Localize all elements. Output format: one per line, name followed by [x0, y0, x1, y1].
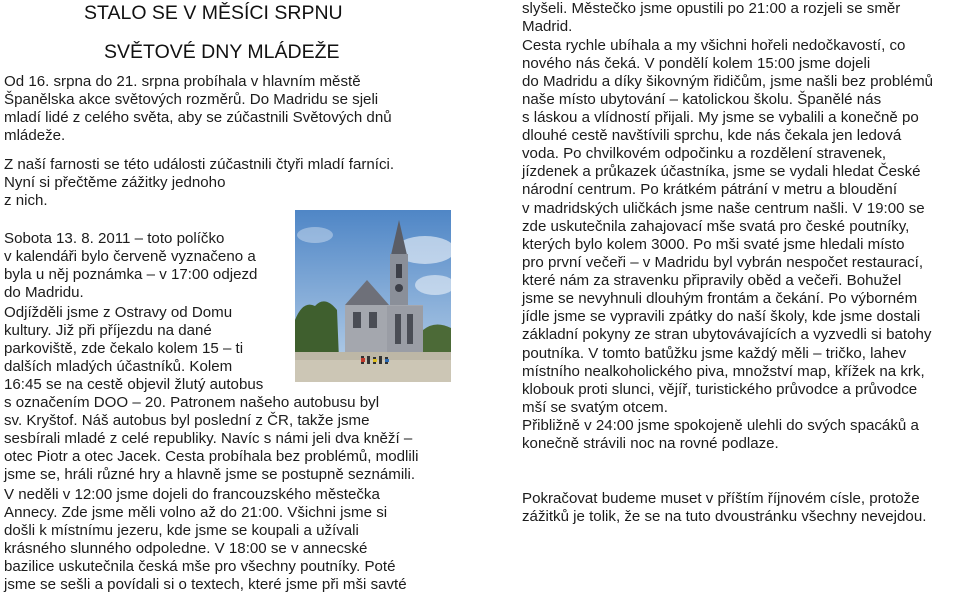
text-line: otec Piotr a otec Jacek. Cesta probíhala bez problémů, modlili	[4, 448, 419, 465]
text-line: místního nealkoholického piva, množství map, křížek na krk,	[522, 363, 925, 380]
text-line: kterých bylo kolem 3000. Po mši svaté jsme hledali místo	[522, 236, 905, 253]
text-line: Přibližně v 24:00 jsme spokojeně ulehli do svých spacáků a	[522, 417, 919, 434]
text-line: dalších mladých účastníků. Kolem	[4, 358, 233, 375]
text-line: zážitků je tolik, že se na tuto dvoustránku všechny nevejdou.	[522, 508, 927, 525]
text-line: mší se svatým otcem.	[522, 399, 668, 416]
church-photo	[295, 210, 451, 382]
text-line: voda. Po chvilkovém odpočinku a rozdělení stravenek,	[522, 145, 887, 162]
article-heading: SVĚTOVÉ DNY MLÁDEŽE	[104, 41, 340, 63]
text-line: nového nás čeká. V pondělí kolem 15:00 jsme dojeli	[522, 55, 871, 72]
text-line: poutníka. V tomto batůžku jsme každý měli – tričko, lahev	[522, 345, 907, 362]
text-line: byla u něj poznámka – v 17:00 odjezd	[4, 266, 258, 283]
text-line: Annecy. Zde jsme měli volno až do 21:00. Všichni jsme si	[4, 504, 388, 521]
text-line: mladí lidé z celého světa, aby se zúčastnili Světových dnů	[4, 109, 392, 126]
text-line: zde uskutečnila zahajovací mše svatá pro české poutníky,	[522, 218, 910, 235]
text-line: slyšeli. Městečko jsme opustili po 21:00 a rozjeli se směr	[522, 0, 901, 17]
text-line: jízdenek a průkazek účastníka, jsme se vydali hledat České	[522, 163, 921, 180]
text-line: krásného slunného odpoledne. V 18:00 se v annecské	[4, 540, 368, 557]
text-line: Nyní si přečtěme zážitky jednoho	[4, 174, 226, 191]
text-line: Od 16. srpna do 21. srpna probíhala v hlavním městě	[4, 73, 361, 90]
text-line: jsme se sešli a povídali si o textech, které jsme při mši savté	[4, 576, 407, 593]
text-line: Odjížděli jsme z Ostravy od Domu	[4, 304, 233, 321]
text-line: dlouhé cestě navštívili sprchu, kde nás čekala jen ledová	[522, 127, 902, 144]
text-line: s láskou a vlídností přijali. My jsme se vybalili a konečně po	[522, 109, 919, 126]
text-line: kultury. Již při příjezdu na dané	[4, 322, 212, 339]
text-line: 16:45 se na cestě objevil žlutý autobus	[4, 376, 264, 393]
text-line: mládeže.	[4, 127, 66, 144]
text-line: základní pokyny ze stran ubytovávajících a vyzvedli si batohy	[522, 326, 932, 343]
text-line: Španělska akce světových rozměrů. Do Madridu se sjeli	[4, 91, 379, 108]
text-line: v kalendáři bylo červeně vyznačeno a	[4, 248, 256, 265]
text-line: naše místo ubytování – katolickou školu. Španělé nás	[522, 91, 882, 108]
page-title: STALO SE V MĚSÍCI SRPNU	[84, 2, 343, 24]
text-line: z nich.	[4, 192, 48, 209]
text-line: parkoviště, zde čekalo kolem 15 – ti	[4, 340, 244, 357]
text-line: V neděli v 12:00 jsme dojeli do francouzského městečka	[4, 486, 380, 503]
text-line: Pokračovat budeme muset v příštím říjnovém císle, protože	[522, 490, 920, 507]
text-line: sv. Kryštof. Náš autobus byl poslední z ČR, takže jsme	[4, 412, 370, 429]
text-line: konečně strávili noc na rovné podlaze.	[522, 435, 779, 452]
text-line: pro první večeři – v Madridu byl vybrán nespočet restaurací,	[522, 254, 924, 271]
text-line: do Madridu a díky šikovným řidičům, jsme našli bez problémů	[522, 73, 934, 90]
text-line: Cesta rychle ubíhala a my všichni hořeli nedočkavostí, co	[522, 37, 906, 54]
text-line: jsme se, hráli různé hry a hlavně jsme se postupně seznámili.	[4, 466, 416, 483]
text-line: národní centrum. Po krátkém pátrání v metru a bloudění	[522, 181, 898, 198]
text-line: Madrid.	[522, 18, 573, 35]
text-line: které nám za stravenku připravily oběd a večeři. Bohužel	[522, 272, 902, 289]
text-line: bazilice uskutečnila česká mše pro všechny poutníky. Poté	[4, 558, 396, 575]
text-line: do Madridu.	[4, 284, 84, 301]
text-line: Z naší farnosti se této události zúčastnili čtyři mladí farníci.	[4, 156, 395, 173]
text-line: klobouk proti slunci, vějíř, turistického průvodce a průvodce	[522, 381, 918, 398]
text-line: jsme se nevyhnuli dlouhým frontám a čekání. Po výborném	[522, 290, 918, 307]
text-line: v madridských uličkách jsme naše centrum našli. V 19:00 se	[522, 200, 925, 217]
text-line: s označením DOO – 20. Patronem našeho autobusu byl	[4, 394, 380, 411]
text-line: došli k místnímu jezeru, kde jsme se koupali a užívali	[4, 522, 359, 539]
church-image	[295, 210, 451, 382]
text-line: sesbírali mladé z celé republiky. Navíc s námi jeli dva kněží –	[4, 430, 413, 447]
text-line: Sobota 13. 8. 2011 – toto políčko	[4, 230, 225, 247]
text-line: jídle jsme se vypravili zpátky do naší školy, kde jsme dostali	[522, 308, 921, 325]
